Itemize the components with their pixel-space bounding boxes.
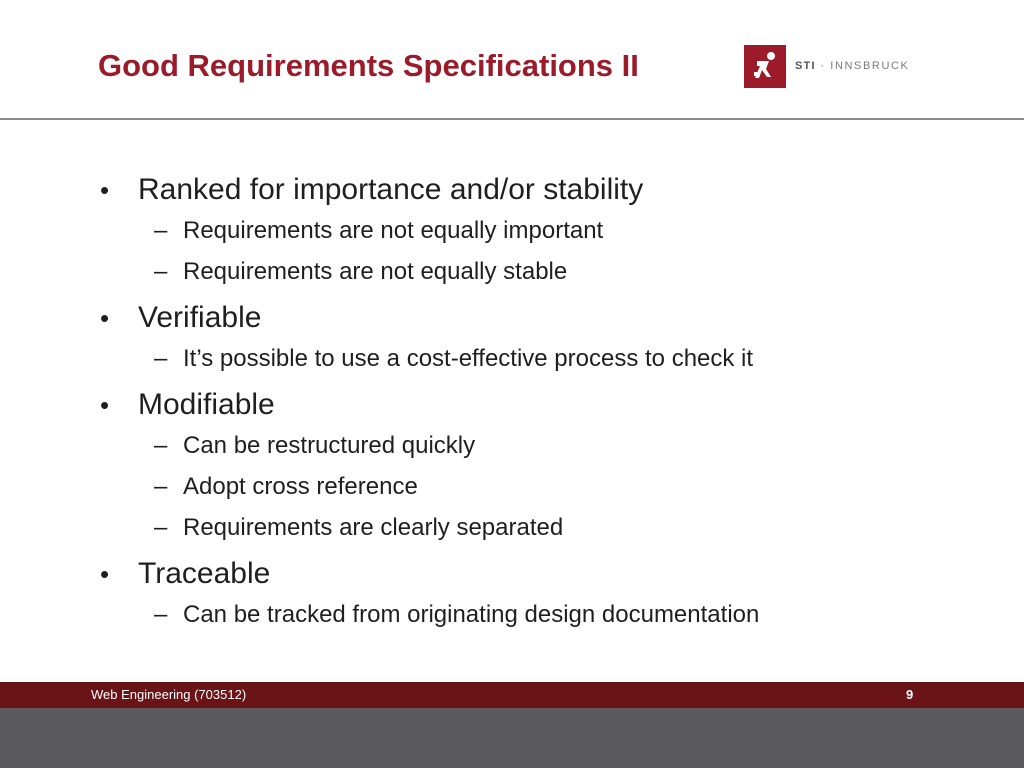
bullet-text: Ranked for importance and/or stability	[138, 173, 644, 206]
footer-course: Web Engineering (703512)	[91, 687, 247, 702]
bullet-item	[96, 554, 976, 594]
logo-separator: ·	[815, 60, 831, 72]
slide-title: Good Requirements Specifications II	[98, 48, 639, 83]
logo-name: STI	[795, 60, 816, 72]
footer-bar	[0, 682, 1024, 708]
logo-subtitle: INNSBRUCK	[830, 60, 910, 72]
bullet-item	[96, 298, 976, 338]
sub-bullet-text: Adopt cross reference	[183, 473, 418, 500]
sub-bullet-text: Can be restructured quickly	[183, 432, 476, 459]
bullet-dot-icon: •	[100, 303, 110, 333]
logo-text	[795, 60, 909, 72]
sti-runner-logo-icon	[744, 45, 786, 88]
page-number: 9	[906, 687, 914, 702]
bullet-text: Verifiable	[138, 301, 262, 334]
dash-icon: –	[154, 345, 168, 372]
sub-bullet-text: Requirements are clearly separated	[183, 514, 564, 541]
bullet-dot-icon: •	[100, 390, 110, 420]
sub-bullet-item	[96, 210, 976, 251]
bullet-item	[96, 385, 976, 425]
sti-innsbruck-logo	[744, 44, 909, 88]
bullet-dot-icon: •	[100, 175, 110, 205]
dash-icon: –	[154, 432, 168, 459]
sub-bullet-text: It’s possible to use a cost-effective process to check it	[183, 345, 754, 372]
sub-bullet-text: Requirements are not equally important	[183, 217, 604, 244]
sub-bullet-item	[96, 594, 976, 635]
bullet-text: Traceable	[138, 557, 271, 590]
dash-icon: –	[154, 514, 168, 541]
bottom-band	[0, 708, 1024, 768]
dash-icon: –	[154, 258, 168, 285]
dash-icon: –	[154, 601, 168, 628]
bullet-dot-icon: •	[100, 559, 110, 589]
sub-bullet-text: Requirements are not equally stable	[183, 258, 568, 285]
sub-bullet-item	[96, 507, 976, 548]
header-divider	[0, 118, 1024, 120]
bullet-text: Modifiable	[138, 388, 275, 421]
sub-bullet-item	[96, 425, 976, 466]
sub-bullet-item	[96, 466, 976, 507]
bullet-item	[96, 170, 976, 210]
dash-icon: –	[154, 217, 168, 244]
dash-icon: –	[154, 473, 168, 500]
sub-bullet-text: Can be tracked from originating design documentation	[183, 601, 760, 628]
sub-bullet-item	[96, 251, 976, 292]
bullet-list	[96, 170, 976, 635]
sub-bullet-item	[96, 338, 976, 379]
